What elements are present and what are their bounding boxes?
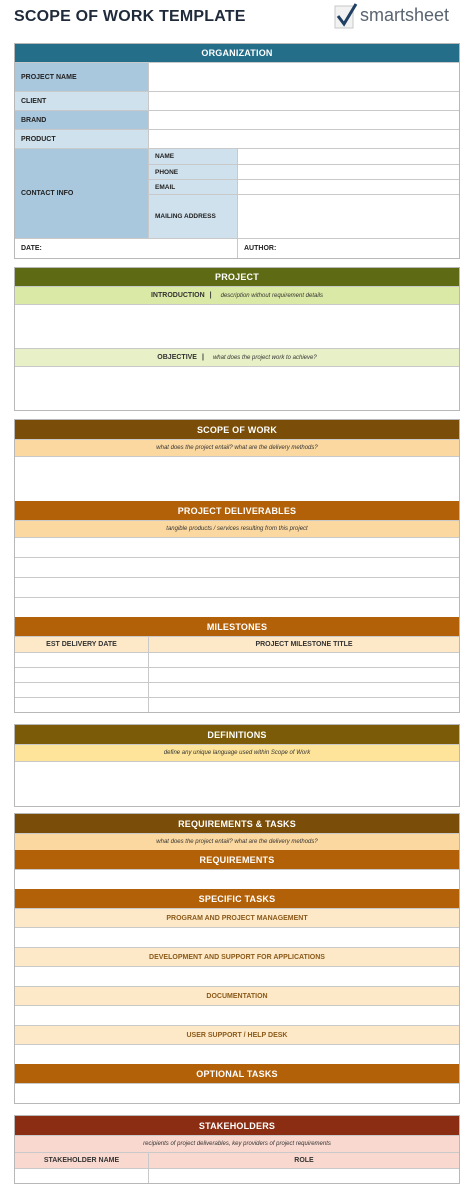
- organization-section: [14, 43, 460, 259]
- introduction-note: description without requirement details: [220, 292, 324, 299]
- milestone-row[interactable]: [15, 697, 459, 712]
- logo-text: smartsheet: [360, 5, 450, 25]
- optional-tasks-field[interactable]: [15, 1083, 459, 1103]
- stakeholders-note: recipients of project deliverables, key providers of project requirements: [15, 1135, 459, 1152]
- objective-subheader: [15, 348, 459, 366]
- mailing-address-field[interactable]: [238, 194, 459, 238]
- stakeholders-columns: [15, 1152, 459, 1168]
- milestones-columns: [15, 636, 459, 652]
- requirements-subheader: REQUIREMENTS: [15, 850, 459, 869]
- deliverable-row[interactable]: [15, 577, 459, 597]
- task-field[interactable]: [15, 966, 459, 986]
- deliverables-header: PROJECT DELIVERABLES: [15, 501, 459, 520]
- requirements-note: what does the project entail? what are the delivery methods?: [15, 833, 459, 850]
- task-program-management: PROGRAM AND PROJECT MANAGEMENT: [15, 908, 459, 927]
- est-delivery-date-column: EST DELIVERY DATE: [46, 641, 117, 648]
- milestones-header: MILESTONES: [15, 617, 459, 636]
- project-section: [14, 267, 460, 411]
- optional-tasks-header: OPTIONAL TASKS: [15, 1064, 459, 1083]
- date-label[interactable]: DATE:: [21, 245, 42, 252]
- phone-label: PHONE: [149, 164, 237, 179]
- definitions-field[interactable]: [15, 761, 459, 806]
- role-column: ROLE: [148, 1153, 459, 1168]
- client-field[interactable]: [148, 92, 459, 110]
- task-documentation: DOCUMENTATION: [15, 986, 459, 1005]
- milestone-row[interactable]: [15, 667, 459, 682]
- milestone-title-column: PROJECT MILESTONE TITLE: [148, 637, 459, 652]
- separator: |: [201, 354, 204, 361]
- deliverable-row[interactable]: [15, 537, 459, 557]
- task-field[interactable]: [15, 1044, 459, 1064]
- project-name-field[interactable]: [148, 63, 459, 91]
- requirements-field[interactable]: [15, 869, 459, 889]
- deliverable-row[interactable]: [15, 557, 459, 577]
- separator: |: [209, 292, 212, 299]
- stakeholders-header: STAKEHOLDERS: [15, 1116, 459, 1135]
- product-field[interactable]: [148, 130, 459, 148]
- introduction-field[interactable]: [15, 304, 459, 348]
- deliverables-note: tangible products / services resulting from this project: [15, 520, 459, 537]
- phone-field[interactable]: [238, 164, 459, 179]
- brand-label: BRAND: [15, 111, 148, 129]
- scope-section: [14, 419, 460, 713]
- introduction-label: INTRODUCTION: [150, 292, 205, 299]
- scope-header: SCOPE OF WORK: [15, 420, 459, 439]
- email-label: EMAIL: [149, 179, 237, 194]
- name-field[interactable]: [238, 149, 459, 164]
- contact-info-label: CONTACT INFO: [15, 149, 148, 238]
- client-label: CLIENT: [15, 92, 148, 110]
- task-user-support: USER SUPPORT / HELP DESK: [15, 1025, 459, 1044]
- milestone-row[interactable]: [15, 652, 459, 667]
- product-label: PRODUCT: [15, 130, 148, 148]
- introduction-subheader: [15, 286, 459, 304]
- email-field[interactable]: [238, 179, 459, 194]
- task-field[interactable]: [15, 1005, 459, 1025]
- definitions-header: DEFINITIONS: [15, 725, 459, 744]
- objective-field[interactable]: [15, 366, 459, 410]
- checkmark-icon: [334, 2, 358, 30]
- definitions-section: [14, 724, 460, 807]
- author-label[interactable]: AUTHOR:: [237, 239, 459, 258]
- logo: [334, 2, 462, 30]
- project-header: PROJECT: [15, 268, 459, 286]
- objective-note: what does the project work to achieve?: [212, 354, 317, 361]
- task-field[interactable]: [15, 927, 459, 947]
- objective-label: OBJECTIVE: [157, 354, 197, 361]
- milestone-row[interactable]: [15, 682, 459, 697]
- project-name-label: PROJECT NAME: [15, 63, 148, 91]
- scope-note: what does the project entail? what are the delivery methods?: [15, 439, 459, 456]
- contact-info-block: [15, 148, 459, 238]
- name-label: NAME: [149, 149, 237, 164]
- stakeholders-section: [14, 1115, 460, 1184]
- organization-header: ORGANIZATION: [15, 44, 459, 62]
- stakeholder-row[interactable]: [15, 1168, 459, 1183]
- scope-field[interactable]: [15, 456, 459, 501]
- requirements-tasks-header: REQUIREMENTS & TASKS: [15, 814, 459, 833]
- deliverable-row[interactable]: [15, 597, 459, 617]
- specific-tasks-header: SPECIFIC TASKS: [15, 889, 459, 908]
- task-development-support: DEVELOPMENT AND SUPPORT FOR APPLICATIONS: [15, 947, 459, 966]
- brand-field[interactable]: [148, 111, 459, 129]
- requirements-section: [14, 813, 460, 1104]
- page-title: SCOPE OF WORK TEMPLATE: [14, 8, 246, 25]
- mailing-address-label: MAILING ADDRESS: [149, 194, 237, 238]
- definitions-note: define any unique language used within Scope of Work: [15, 744, 459, 761]
- stakeholder-name-column: STAKEHOLDER NAME: [43, 1157, 120, 1164]
